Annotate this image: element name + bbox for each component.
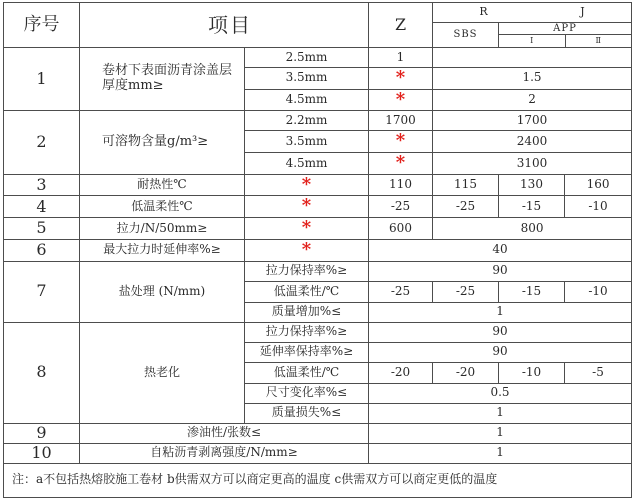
row1-v2: 1.5 [433,68,632,90]
row9-label: 渗油性/张数≤ [80,423,369,443]
row2-sub2: 3.5mm [245,131,369,153]
row6-no: 6 [4,239,80,261]
row3-z: 110 [369,174,433,196]
row8-c32: -10 [499,362,565,383]
row1-sub2: 3.5mm [245,68,369,90]
row1-v3: 2 [433,89,632,111]
row1-empty [433,48,632,68]
header-item: 项目 [80,3,369,48]
row8-label: 热老化 [80,322,245,423]
row2-label: 可溶物含量g/m³≥ [80,111,245,174]
row8-sub5: 质量损失%≤ [245,403,369,423]
table-note: 注：a不包括热熔胶施工卷材 b供需双方可以商定更高的温度 c供需双方可以商定更低的温度 [4,463,632,497]
header-app-label: APP [499,23,631,35]
row3-c3: 160 [565,174,632,196]
row10-no: 10 [4,443,80,463]
row6-star: * [245,239,369,261]
row10-label: 自粘沥青剥离强度/N/mm≥ [80,443,369,463]
row3-c2: 130 [499,174,565,196]
row6-label: 最大拉力时延伸率%≥ [80,239,245,261]
row7-c22: -15 [499,281,565,302]
row1-star2: * [369,68,433,90]
row8-no: 8 [4,322,80,423]
row8-v2: 90 [369,342,632,362]
row7-c21: -25 [433,281,499,302]
row8-z3: -20 [369,362,433,383]
row4-star: * [245,196,369,218]
row4-c1: -25 [433,196,499,218]
row1-no: 1 [4,48,80,111]
header-rj: R J [433,3,632,23]
row9-no: 9 [4,423,80,443]
header-app [499,23,632,48]
row4-label: 低温柔性℃ [80,196,245,218]
row2-v3: 3100 [433,153,632,175]
row3-star: * [245,174,369,196]
row7-v1: 90 [369,261,632,281]
row5-v: 800 [433,218,632,240]
row2-z1: 1700 [369,111,433,131]
row8-c31: -20 [433,362,499,383]
row2-v2: 2400 [433,131,632,153]
row2-sub1: 2.2mm [245,111,369,131]
row5-star: * [245,218,369,240]
header-sbs: SBS [433,23,499,48]
row4-c2: -15 [499,196,565,218]
row4-no: 4 [4,196,80,218]
row8-sub3: 低温柔性/℃ [245,362,369,383]
row7-no: 7 [4,261,80,322]
row1-label: 卷材下表面沥青涂盖层厚度mm≥ [80,48,245,111]
row7-v3: 1 [369,302,632,322]
header-z: Z [369,3,433,48]
row7-c23: -10 [565,281,632,302]
header-seq: 序号 [4,3,80,48]
row5-label: 拉力/N/50mm≥ [80,218,245,240]
row2-v1: 1700 [433,111,632,131]
row3-label: 耐热性℃ [80,174,245,196]
row8-v5: 1 [369,403,632,423]
row2-no: 2 [4,111,80,174]
row7-sub2: 低温柔性/℃ [245,281,369,302]
row10-v: 1 [369,443,632,463]
row1-z1: 1 [369,48,433,68]
header-app-ii: Ⅱ [595,36,601,45]
row8-v1: 90 [369,322,632,342]
row3-c1: 115 [433,174,499,196]
row9-v: 1 [369,423,632,443]
row7-sub3: 质量增加%≤ [245,302,369,322]
row4-c3: -10 [565,196,632,218]
row2-sub3: 4.5mm [245,153,369,175]
row4-z: -25 [369,196,433,218]
row1-star3: * [369,89,433,111]
row1-sub1: 2.5mm [245,48,369,68]
row3-no: 3 [4,174,80,196]
row8-c33: -5 [565,362,632,383]
row2-star3: * [369,153,433,175]
row8-sub2: 延伸率保持率%≥ [245,342,369,362]
row6-v: 40 [369,239,632,261]
row5-no: 5 [4,218,80,240]
row8-v4: 0.5 [369,383,632,403]
row8-sub1: 拉力保持率%≥ [245,322,369,342]
header-app-i: Ⅰ [499,35,566,47]
row2-star2: * [369,131,433,153]
row7-sub1: 拉力保持率%≥ [245,261,369,281]
row7-z2: -25 [369,281,433,302]
row8-sub4: 尺寸变化率%≤ [245,383,369,403]
row1-sub3: 4.5mm [245,89,369,111]
row5-z: 600 [369,218,433,240]
row7-label: 盐处理 (N/mm) [80,261,245,322]
spec-table [3,2,632,498]
